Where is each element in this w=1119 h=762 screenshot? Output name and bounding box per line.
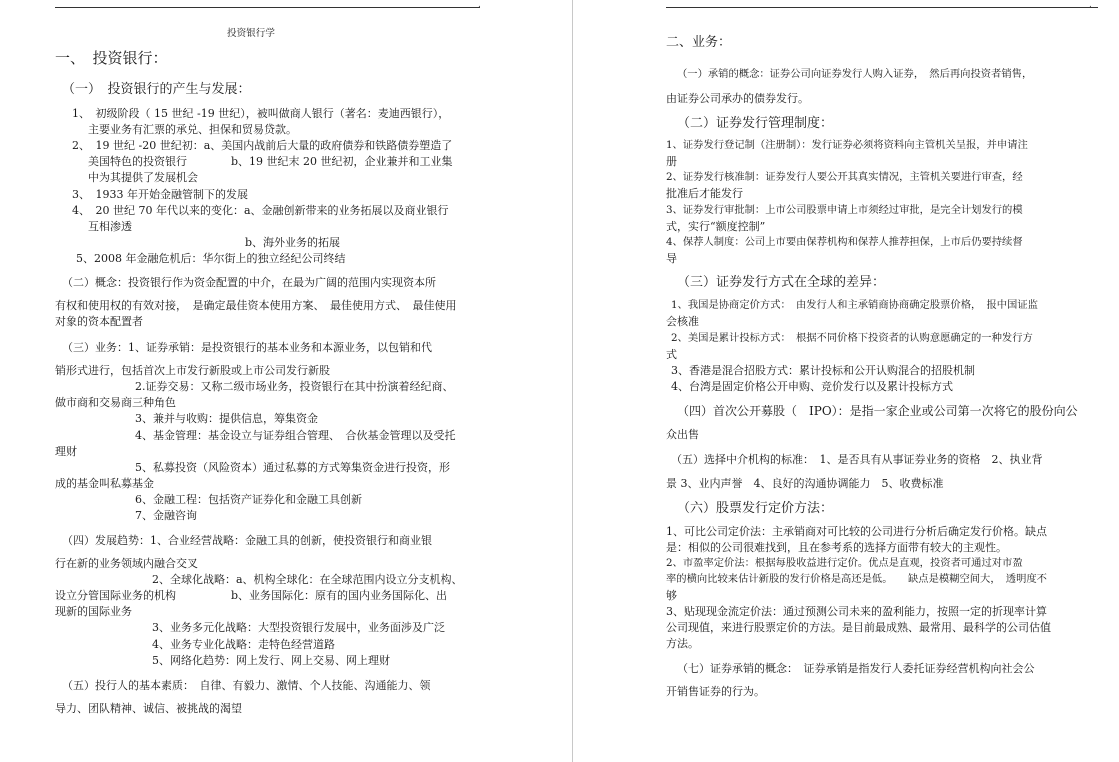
text-line: 众出售 bbox=[666, 428, 699, 441]
text-line: 够 bbox=[666, 589, 677, 602]
text-line: b、海外业务的拓展 bbox=[245, 236, 341, 249]
text-line: 3、兼并与收购：提供信息，筹集资金 bbox=[135, 412, 318, 425]
text-line: 2、全球化战略：a、机构全球化：在全球范围内设立分支机构、 bbox=[152, 573, 463, 586]
text-line: 导力、团队精神、诚信、被挑战的渴望 bbox=[55, 702, 242, 715]
text-line: 成的基金叫私募基金 bbox=[55, 477, 154, 490]
text-line: 4、 20 世纪 70 年代以来的变化：a、金融创新带来的业务拓展以及商业银行 bbox=[72, 204, 449, 217]
text-line: 现新的国际业务 bbox=[55, 605, 132, 618]
text-line: 导 bbox=[666, 252, 677, 265]
text-line: 式 bbox=[666, 348, 677, 361]
text-line: 2、美国是累计投标方式： 根据不同价格下投资者的认购意愿确定的一种发行方 bbox=[671, 332, 1033, 344]
page-divider bbox=[572, 0, 573, 762]
text-line: 3、香港是混合招股方式：累计投标和公开认购混合的招股机制 bbox=[671, 364, 975, 377]
subsection-heading: （三）证券发行方式在全球的差异： bbox=[677, 275, 886, 290]
text-line: 对象的资本配置者 bbox=[55, 315, 143, 328]
text-line: 1、我国是协商定价方式： 由发行人和主承销商协商确定股票价格， 报中国证监 bbox=[671, 299, 1038, 311]
text-line: 是：相似的公司很难找到，且在参考系的选择方面带有较大的主观性。 bbox=[666, 541, 1007, 554]
subsection-heading: （七）证券承销的概念： 证券承销是指发行人委托证券经营机构向社会公 bbox=[677, 662, 1035, 675]
text-line: 理财 bbox=[55, 445, 77, 458]
header-mark: . bbox=[478, 0, 481, 10]
subsection-heading: （五）投行人的基本素质： 自律、有毅力、激情、个人技能、沟通能力、领 bbox=[62, 679, 431, 692]
text-line: 3、 1933 年开始金融管制下的发展 bbox=[72, 188, 248, 201]
subsection-heading: （六）股票发行定价方法： bbox=[677, 501, 834, 516]
section-heading: 一、 投资银行： bbox=[55, 49, 168, 67]
subsection-heading: （一） 投资银行的产生与发展： bbox=[62, 82, 251, 97]
text-line: 6、金融工程：包括资产证券化和金融工具创新 bbox=[135, 493, 362, 506]
text-line: 7、金融咨询 bbox=[135, 509, 197, 522]
text-line: 1、可比公司定价法：主承销商对可比较的公司进行分析后确定发行价格。缺点 bbox=[666, 525, 1047, 538]
text-line: 2.证券交易：又称二级市场业务，投资银行在其中扮演着经纪商、 bbox=[135, 380, 454, 393]
text-line: 4、业务专业化战略：走特色经营道路 bbox=[152, 638, 335, 651]
document-title: 投资银行学 bbox=[227, 28, 275, 39]
text-line: 1、 初级阶段（ 15 世纪 -19 世纪），被叫做商人银行（著名：麦迪西银行）， bbox=[72, 107, 450, 120]
subsection-heading: （三）业务：1、证券承销：是投资银行的基本业务和本源业务，以包销和代 bbox=[62, 341, 432, 354]
text-line: 主要业务有汇票的承兑、担保和贸易贷款。 bbox=[88, 123, 297, 136]
section-heading: 二、业务： bbox=[666, 35, 732, 50]
subsection-heading: （一）承销的概念：证券公司向证券发行人购入证券， 然后再向投资者销售， bbox=[677, 68, 1033, 80]
text-line: 5、私募投资（风险资本）通过私募的方式筹集资金进行投资，形 bbox=[135, 461, 450, 474]
text-line: 行在新的业务领域内融合交叉 bbox=[55, 557, 198, 570]
text-line: 销形式进行，包括首次上市发行新股或上市公司发行新股 bbox=[55, 364, 330, 377]
text-line: 由证券公司承办的债券发行。 bbox=[666, 92, 809, 105]
text-line: 会核准 bbox=[666, 315, 699, 328]
text-line: 5、网络化趋势：网上发行、网上交易、网上理财 bbox=[152, 654, 390, 667]
text-line: 4、保荐人制度：公司上市要由保荐机构和保荐人推荐担保，上市后仍要持续督 bbox=[666, 236, 1023, 248]
subsection-heading: （二）证券发行管理制度： bbox=[677, 116, 834, 131]
text-line: 方法。 bbox=[666, 637, 699, 650]
text-line: 4、台湾是固定价格公开申购、竞价发行以及累计投标方式 bbox=[671, 380, 953, 393]
subsection-heading: （五）选择中介机构的标准： 1、是否具有从事证券业务的资格 2、执业背 bbox=[671, 453, 1043, 466]
text-line: 册 bbox=[666, 155, 677, 168]
subsection-heading: （二）概念：投资银行作为资金配置的中介，在最为广阔的范围内实现资本所 bbox=[62, 276, 436, 289]
subsection-heading: （四）发展趋势：1、合业经营战略：金融工具的创新，使投资银行和商业银 bbox=[62, 534, 432, 547]
right-page bbox=[574, 0, 1119, 762]
text-line: 4、基金管理：基金设立与证券组合管理、 合伙基金管理以及受托 bbox=[135, 429, 456, 442]
subsection-heading: （四）首次公开募股（ IPO）：是指一家企业或公司第一次将它的股份向公 bbox=[677, 404, 1078, 418]
text-line: 景 3、业内声誉 4、良好的沟通协调能力 5、收费标准 bbox=[666, 477, 944, 490]
text-line: 开销售证券的行为。 bbox=[666, 685, 765, 698]
text-line: 1、证券发行登记制（注册制）：发行证券必须将资料向主管机关呈报，并申请注 bbox=[666, 139, 1028, 151]
text-line: 2、 19 世纪 -20 世纪初：a、美国内战前后大量的政府债券和铁路债券塑造了 bbox=[72, 139, 453, 152]
header-rule bbox=[666, 7, 1098, 8]
text-line: 有权和使用权的有效对接， 是确定最佳资本使用方案、 最佳使用方式、 最佳使用 bbox=[55, 299, 457, 312]
text-line: 批准后才能发行 bbox=[666, 187, 743, 200]
text-line: 设立分管国际业务的机构 b、业务国际化：原有的国内业务国际化、出 bbox=[55, 589, 448, 602]
header-rule bbox=[55, 7, 480, 8]
text-line: 2、证券发行核准制：证券发行人要公开其真实情况，主管机关要进行审查，经 bbox=[666, 171, 1023, 183]
text-line: 3、贴现现金流定价法：通过预测公司未来的盈利能力，按照一定的折现率计算 bbox=[666, 605, 1047, 618]
text-line: 3、证券发行审批制：上市公司股票申请上市须经过审批，是完全计划发行的模 bbox=[666, 204, 1023, 216]
text-line: 2、市盈率定价法：根据每股收益进行定价。优点是直观，投资者可通过对市盈 bbox=[666, 557, 1023, 569]
text-line: 率的横向比较来估计新股的发行价格是高还是低。 缺点是模糊空间大， 透明度不 bbox=[666, 573, 1047, 585]
header-mark: . bbox=[1089, 0, 1092, 10]
text-line: 3、业务多元化战略：大型投资银行发展中，业务面涉及广泛 bbox=[152, 621, 445, 634]
text-line: 5、2008 年金融危机后：华尔街上的独立经纪公司终结 bbox=[76, 252, 346, 265]
text-line: 中为其提供了发展机会 bbox=[88, 171, 198, 184]
text-line: 式，实行“额度控制” bbox=[666, 220, 766, 233]
text-line: 做市商和交易商三种角色 bbox=[55, 396, 176, 409]
text-line: 美国特色的投资银行 b、19 世纪末 20 世纪初，企业兼并和工业集 bbox=[88, 155, 453, 168]
text-line: 公司现值，来进行股票定价的方法。是目前最成熟、最常用、最科学的公司估值 bbox=[666, 621, 1051, 634]
text-line: 互相渗透 bbox=[88, 220, 132, 233]
